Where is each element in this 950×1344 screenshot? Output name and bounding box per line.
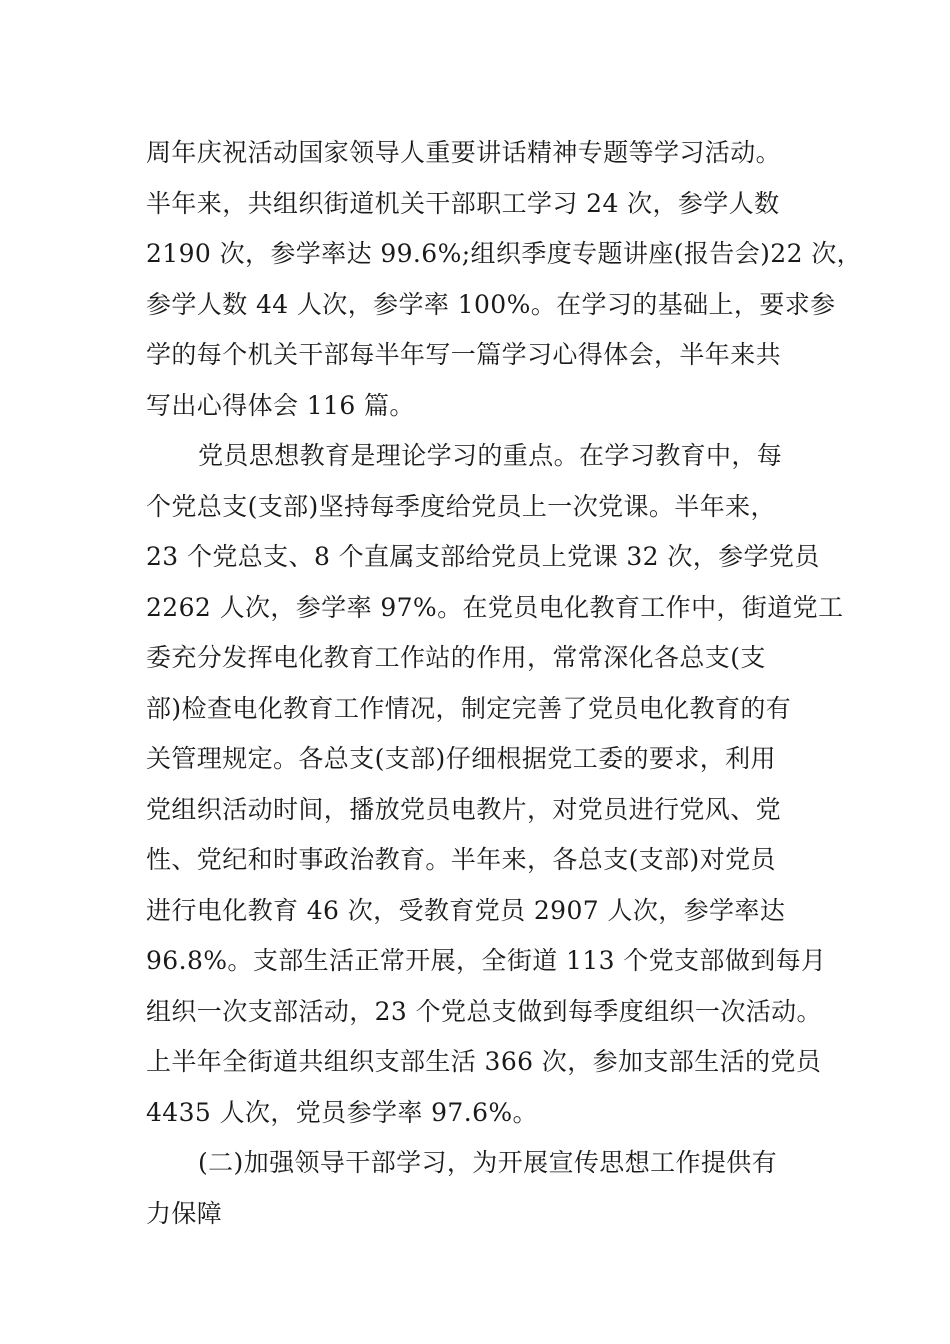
- text-line: 半年来，共组织街道机关干部职工学习 24 次，参学人数: [146, 188, 780, 218]
- text-line: 委充分发挥电化教育工作站的作用，常常深化各总支(支: [146, 643, 766, 672]
- text-line: 党组织活动时间，播放党员电教片，对党员进行党风、党: [146, 794, 782, 824]
- section-heading: (二)加强领导干部学习，为开展宣传思想工作提供有: [198, 1148, 778, 1177]
- text-line: 参学人数 44 人次，参学率 100%。在学习的基础上，要求参: [146, 289, 836, 319]
- document-body: [146, 128, 863, 1239]
- text-line: 4435 人次，党员参学率 97.6%。: [146, 1097, 538, 1127]
- text-line: 性、党纪和时事政治教育。半年来，各总支(支部)对党员: [146, 845, 776, 874]
- paragraph-first-line: 党员思想教育是理论学习的重点。在学习教育中，每: [198, 441, 783, 470]
- text-line: 个党总支(支部)坚持每季度给党员上一次党课。半年来，: [146, 491, 776, 521]
- text-line: 周年庆祝活动国家领导人重要讲话精神专题等学习活动。: [146, 138, 782, 167]
- text-line: 组织一次支部活动，23 个党总支做到每季度组织一次活动。: [146, 996, 822, 1026]
- section-heading-continued: 力保障: [146, 1198, 223, 1228]
- text-line: 2190 次，参学率达 99.6%;组织季度专题讲座(报告会)22 次，: [146, 239, 863, 268]
- text-line: 96.8%。支部生活正常开展，全街道 113 个党支部做到每月: [146, 946, 827, 975]
- text-line: 23 个党总支、8 个直属支部给党员上党课 32 次，参学党员: [146, 542, 820, 571]
- text-line: 部)检查电化教育工作情况，制定完善了党员电化教育的有: [146, 693, 792, 723]
- text-line: 关管理规定。各总支(支部)仔细根据党工委的要求，利用: [146, 744, 776, 773]
- text-line: 上半年全街道共组织支部生活 366 次，参加支部生活的党员: [146, 1047, 822, 1076]
- text-line: 2262 人次，参学率 97%。在党员电化教育工作中，街道党工: [146, 592, 844, 622]
- text-line: 学的每个机关干部每半年写一篇学习心得体会，半年来共: [146, 340, 782, 369]
- text-line: 进行电化教育 46 次，受教育党员 2907 人次，参学率达: [146, 895, 786, 925]
- text-line: 写出心得体会 116 篇。: [146, 390, 415, 420]
